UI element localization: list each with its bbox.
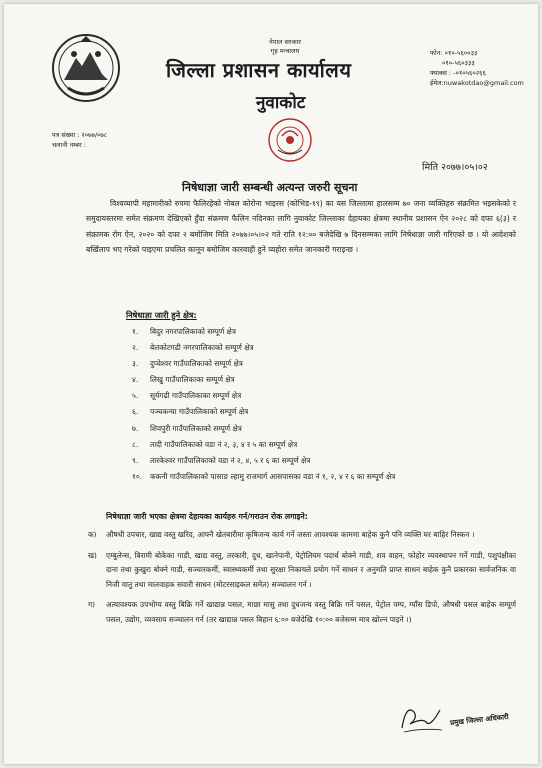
item-text: शिवपुरी गाउँपालिकाको सम्पूर्ण क्षेत्र bbox=[150, 423, 242, 433]
office-stamp-icon bbox=[266, 116, 314, 164]
list-item bbox=[132, 421, 512, 437]
item-text: दुप्चेश्वर गाउँपालिकाको सम्पूर्ण क्षेत्र bbox=[150, 359, 243, 369]
signatory-title: प्रमुख जिल्ला अधिकारी bbox=[449, 712, 510, 728]
letter-date: मिति २०७७।०५।०२ bbox=[422, 162, 488, 173]
list-item bbox=[132, 340, 512, 356]
list-item bbox=[132, 372, 512, 388]
activities-heading: निषेधाज्ञा जारी भएका क्षेत्रमा देहायका कार्यहरु गर्न/गराउन रोक लगाइने: bbox=[106, 512, 308, 521]
areas-heading: निषेधाज्ञा जारी हुने क्षेत्र: bbox=[126, 310, 197, 320]
government-header bbox=[256, 38, 314, 56]
item-number: ५. bbox=[132, 391, 139, 401]
item-marker: क) bbox=[88, 530, 97, 539]
item-number: ८. bbox=[132, 439, 139, 449]
list-item bbox=[88, 549, 516, 593]
list-item bbox=[132, 437, 512, 453]
contact-block bbox=[430, 48, 524, 88]
item-marker: ख) bbox=[88, 550, 97, 560]
phone-line-1: फोन: ०१०-५६००३३ bbox=[430, 49, 478, 57]
restricted-activities-list bbox=[88, 528, 516, 634]
item-text: बेलकोटगढी नगरपालिकाको सम्पूर्ण क्षेत्र bbox=[150, 343, 254, 353]
item-text: अत्यावश्यक उपभोग्य वस्तु बिक्रि गर्ने खाद्यान्न पसल, माछा मासु तथा दुधजन्य वस्तु बिक्रि गर्ने पसल, पेट्रोल पम्प, ग्याँस डिपो, औषधी पसल बाहेक सम्पूर्ण पसल, उद्योग, व्यवसाय सञ्चालन गर्न (तर खाद्यान्न पसल बिहान ६:०० बजेदेखि १०:०० बजेसम्म मात्र खोल्न पाइने ।) bbox=[106, 600, 516, 624]
list-item bbox=[132, 469, 512, 485]
district-name: नुवाकोट bbox=[256, 93, 306, 113]
list-item bbox=[132, 388, 512, 404]
list-item bbox=[132, 404, 512, 420]
item-number: १०. bbox=[132, 471, 143, 481]
notice-body: विश्वव्यापी महामारीको रुपमा फैलिरहेको नोबल कोरोना भाइरस (कोभिड-१९) का यस जिल्लामा हालसम्म ७० जना व्यक्तिहरु संक्रमित भइसकेको र समुदायस्तरमा समेत संक्रमण देखिएको हुँदा संक्रमण फैलिन नदिनका लागि नुवाकोट जिल्लाका देहायका क्षेत्रमा स्थानीय प्रशासन ऐन २०२८ को दफा ६(३) र संक्रामक रोग ऐन, २०२० को दफा २ बमोजिम मिति २०७७।०५।०२ गते राति १२:०० बजेदेखि ७ दिनसम्मका लागि निषेधाज्ञा जारी गरिएको छ । यो आदेशको बर्खिलाप भए गरेको पाइएमा प्रचलित कानून बमोजिम कारवाही हुने व्यहोरा समेत जानकारी गराइन्छ । bbox=[86, 199, 516, 254]
handwritten-signature-icon bbox=[396, 698, 446, 738]
item-number: ७. bbox=[132, 423, 139, 433]
item-text: तारकेश्वर गाउँपालिकाको वडा नं २, ४, ५ र ६ का सम्पूर्ण क्षेत्र bbox=[150, 455, 311, 465]
item-text: बिदुर नगरपालिकाको सम्पूर्ण क्षेत्र bbox=[150, 327, 236, 336]
item-text: तादी गाउँपालिकाको वडा नं २, ३, ४ र ५ का सम्पूर्ण क्षेत्र bbox=[150, 439, 298, 449]
list-item bbox=[88, 528, 516, 543]
prohibited-areas-list bbox=[132, 324, 512, 485]
notice-letter bbox=[4, 4, 538, 764]
dispatch-number: चलानी नम्बर : bbox=[52, 141, 86, 149]
ministry-name: गृह मन्त्रालय bbox=[270, 47, 300, 55]
reference-block bbox=[52, 130, 107, 150]
item-number: ९. bbox=[132, 455, 139, 465]
item-text: एम्बुलेन्स, बिरामी बोकेका गाडी, खाद्य वस्तु, तरकारी, दुध, खानेपानी, पेट्रोलियम पदार्थ बोक्ने गाडी, शव वाहन, फोहोर व्यवस्थापन गर्ने गाडी, पशुपंक्षीका दाना तथा कुखुरा बोक्ने गाडी, सञ्चारकर्मी, स्वास्थ्यकर्मी तथा सुरक्षा निकायले प्रयोग गर्ने साधन र अनुमति प्राप्त साधन बाहेक कुनै प्रकारका सार्वजनिक वा निजी यातु तथा मालवाहक सवारी साधन (मोटरसाइकल समेत) सञ्चालन गर्न । bbox=[106, 550, 516, 589]
nepal-government-emblem-icon bbox=[50, 30, 122, 106]
item-number: २. bbox=[132, 343, 139, 353]
item-number: ४. bbox=[132, 375, 139, 385]
office-name: जिल्ला प्रशासन कार्यालय bbox=[166, 58, 352, 82]
item-marker: ग) bbox=[88, 600, 96, 610]
letter-number: पत्र संख्या : २०७७/०७८ bbox=[52, 131, 108, 139]
item-number: १. bbox=[132, 327, 139, 336]
phone-line-2: ०१०-५६०३३३ bbox=[442, 59, 475, 67]
item-text: ककनी गाउँपालिकाको पासाङ ल्हामु राजमार्ग आसपासका वडा नं १, २, ४ र ६ का सम्पूर्ण क्षेत्र bbox=[150, 471, 396, 481]
notice-subject: निषेधाज्ञा जारी सम्बन्धी अत्यन्त जरुरी सूचना bbox=[182, 181, 358, 194]
item-text: औषधी उपचार, खाद्य वस्तु खरिद, आफ्नै खेतबारीमा कृषिजन्य कार्य गर्ने जस्ता आवश्यक काममा बाहेक कुनै पनि व्यक्ति घर बाहिर निस्कन । bbox=[106, 530, 475, 539]
item-text: पञ्चकन्या गाउँपालिकाको सम्पूर्ण क्षेत्र bbox=[150, 407, 249, 417]
fax-line: फ्याक्स : -०१०५६०२६६ bbox=[430, 69, 486, 77]
government-name: नेपाल सरकार bbox=[269, 38, 301, 46]
list-item bbox=[132, 324, 512, 340]
list-item bbox=[132, 356, 512, 372]
list-item bbox=[132, 453, 512, 469]
item-number: ३. bbox=[132, 359, 139, 369]
email-line: ईमेल:nuwakotdao@gmail.com bbox=[430, 79, 524, 87]
item-text: सूर्यगढी गाउँपालिकाका सम्पूर्ण क्षेत्र bbox=[150, 391, 242, 401]
list-item bbox=[88, 598, 516, 627]
item-number: ६. bbox=[132, 407, 139, 417]
item-text: लिखु गाउँपालिकाका सम्पूर्ण क्षेत्र bbox=[150, 375, 235, 385]
